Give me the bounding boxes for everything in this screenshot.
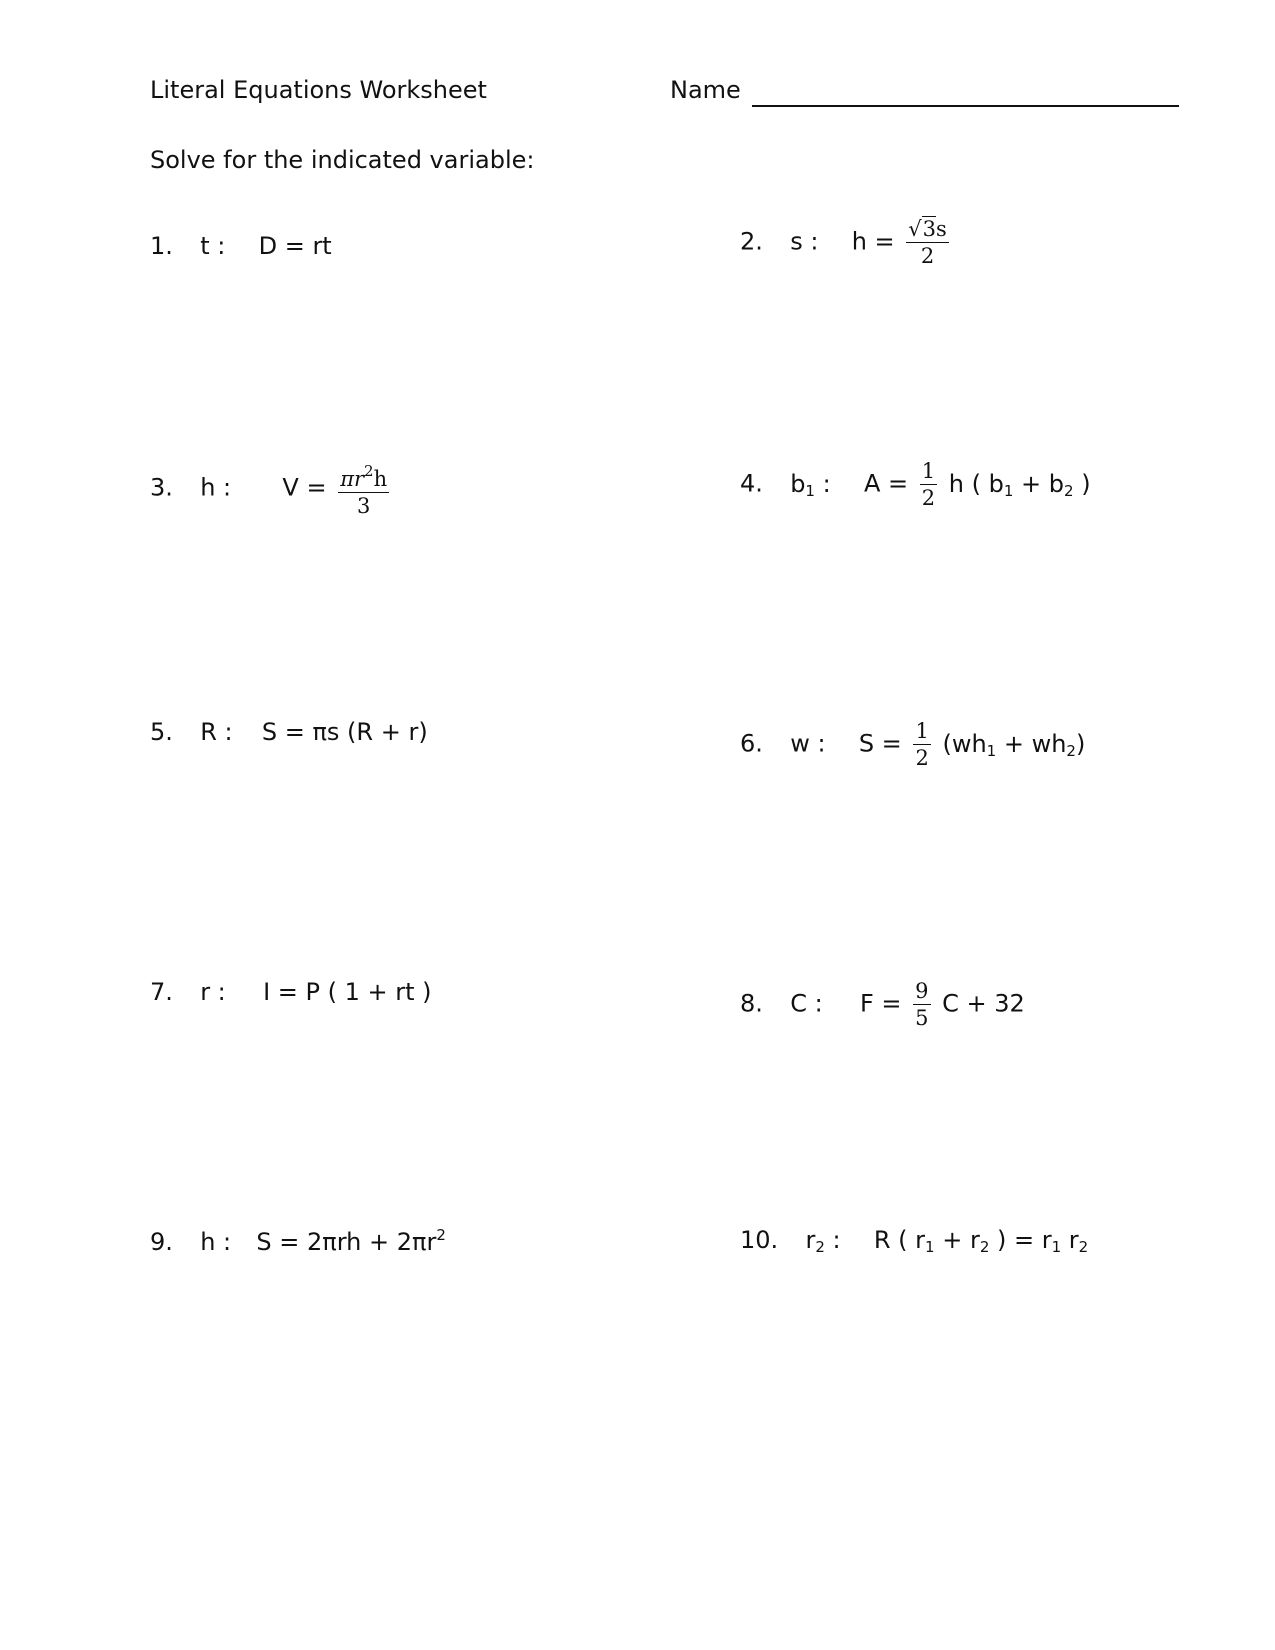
sqrt-icon: √ [908,217,922,241]
eq-part: R ( r [873,1226,926,1254]
exponent: 2 [364,462,374,480]
problem-1 [150,232,332,260]
problem-3 [150,458,393,519]
problem-4 [740,458,1091,511]
denominator: 5 [915,1006,929,1030]
rhs-part: ) [1073,469,1091,498]
variable-colon: : [824,1226,841,1254]
fraction [338,458,389,519]
fraction [920,458,937,511]
problem-number: 1. [150,232,173,260]
variable-main: b [790,469,806,498]
numerator: 1 [921,459,936,483]
equation-rhs: C + 32 [942,989,1025,1018]
name-field-line[interactable] [752,105,1179,107]
numerator: 9 [915,979,929,1003]
eq-part: ) = r [989,1226,1052,1254]
problem-number: 8. [740,989,763,1018]
problem-number: 3. [150,473,173,502]
eq-part: + r [934,1226,980,1254]
equation [874,1226,1088,1254]
name-label: Name [670,76,741,104]
equation-lhs: A = [863,469,909,498]
rhs-part: + b [1013,469,1065,498]
equation: D = rt [258,232,332,260]
subscript: 2 [1064,481,1074,500]
instructions: Solve for the indicated variable: [150,146,535,174]
problem-7 [150,978,432,1006]
variable-subscript: 1 [805,481,815,500]
solve-variable [805,1226,840,1254]
numerator: 1 [915,719,929,743]
problem-6 [740,718,1085,771]
solve-variable: t : [200,232,226,260]
equation-rhs [949,470,1091,498]
fraction [906,216,949,269]
problem-number: 10. [740,1226,779,1254]
subscript: 1 [986,741,997,760]
problem-8 [740,978,1025,1031]
eq-part: r [1061,1226,1079,1254]
fraction [913,718,930,771]
fraction [913,978,930,1031]
subscript: 2 [979,1238,990,1256]
rhs-part: + wh [996,729,1067,758]
subscript: 1 [1003,481,1014,500]
rhs-part: (wh [942,729,987,758]
problem-9 [150,1226,446,1256]
equation-lhs: V = [282,473,327,502]
problem-5 [150,718,428,746]
variable-main: r [805,1226,816,1254]
denominator: 2 [921,486,936,510]
variable-colon: : [814,469,831,498]
equation: S = 2πrh + 2πr [256,1228,437,1256]
problem-number: 4. [740,469,763,498]
subscript: 1 [925,1238,935,1256]
equation-rhs [942,730,1085,758]
problem-number: 6. [740,729,763,758]
denominator: 3 [356,494,371,518]
numerator-rest: s [936,217,947,241]
solve-variable [790,470,831,498]
subscript: 2 [1078,1238,1089,1256]
radicand: 3 [922,217,937,241]
solve-variable: C : [790,989,823,1018]
problem-2 [740,216,953,269]
solve-variable: R : [200,718,233,746]
equation-lhs: h = [851,227,895,256]
solve-variable: h : [200,473,232,502]
denominator: 2 [915,746,929,770]
equation-lhs: S = [858,729,902,758]
equation: S = πs (R + r) [261,718,428,746]
denominator: 2 [920,244,935,268]
equation-lhs: F = [859,989,902,1018]
rhs-part: h ( b [948,469,1004,498]
solve-variable: w : [790,729,826,758]
rhs-part: ) [1075,729,1086,758]
problem-number: 9. [150,1228,173,1256]
problem-number: 7. [150,978,173,1006]
numerator-b: h [373,467,388,491]
numerator-a: πr [340,467,365,491]
equation: I = P ( 1 + rt ) [263,978,432,1006]
worksheet-title: Literal Equations Worksheet [150,76,487,104]
solve-variable: h : [200,1228,232,1256]
variable-subscript: 2 [815,1238,825,1256]
exponent: 2 [436,1226,446,1244]
problem-number: 5. [150,718,173,746]
solve-variable: s : [790,227,819,256]
subscript: 1 [1051,1238,1062,1256]
problem-10 [740,1226,1088,1256]
subscript: 2 [1066,741,1076,760]
problem-number: 2. [740,227,763,256]
solve-variable: r : [200,978,226,1006]
